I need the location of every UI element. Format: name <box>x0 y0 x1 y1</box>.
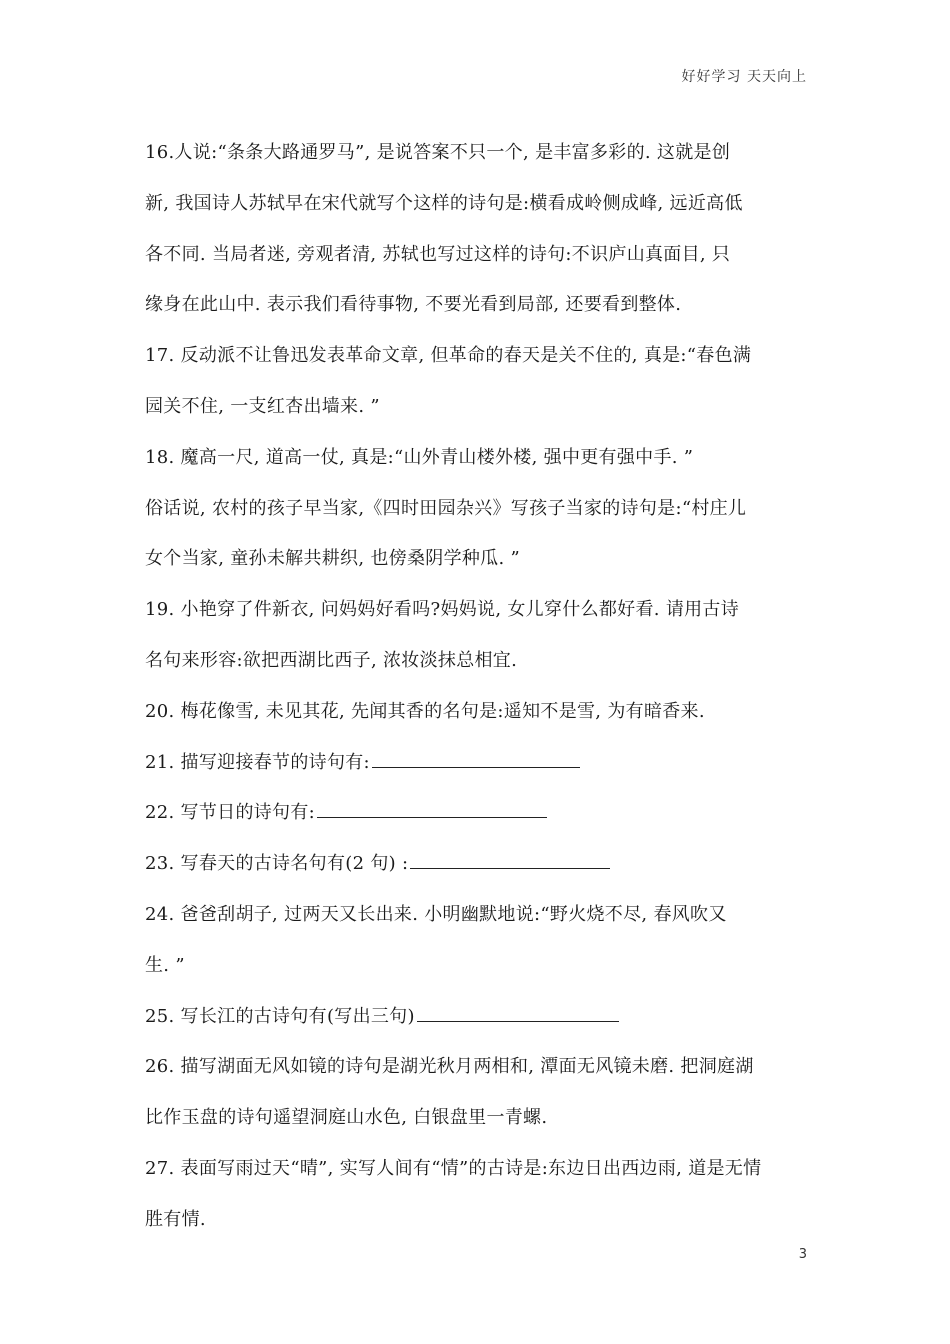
text-line: 缘身在此山中. 表示我们看待事物, 不要光看到局部, 还要看到整体. <box>145 294 682 316</box>
answer-blank[interactable] <box>372 749 580 768</box>
text-line: 新, 我国诗人苏轼早在宋代就写个这样的诗句是:横看成岭侧成峰, 远近高低 <box>145 192 743 214</box>
answer-blank[interactable] <box>417 1003 619 1022</box>
text-line: 名句来形容:欲把西湖比西子, 浓妆淡抹总相宜. <box>145 649 518 671</box>
text-line: 17. 反动派不让鲁迅发表革命文章, 但革命的春天是关不住的, 真是:“春色满 <box>145 345 752 367</box>
page-header: 好好学习 天天向上 <box>681 69 807 85</box>
text-line: 27. 表面写雨过天“晴”, 实写人间有“情”的古诗是:东边日出西边雨, 道是无情 <box>145 1157 762 1179</box>
text-line: 24. 爸爸刮胡子, 过两天又长出来. 小明幽默地说:“野火烧不尽, 春风吹又 <box>145 903 727 925</box>
question-22-prompt: 22. 写节日的诗句有: <box>145 802 316 824</box>
page-number: 3 <box>798 1247 807 1262</box>
question-25-line <box>145 992 805 1043</box>
question-21-line <box>145 738 805 789</box>
question-25-prompt: 25. 写长江的古诗句有(写出三句) <box>145 1005 415 1027</box>
question-23-prompt: 23. 写春天的古诗名句有(2 句) : <box>145 853 409 875</box>
text-line: 比作玉盘的诗句遥望洞庭山水色, 白银盘里一青螺. <box>145 1107 548 1129</box>
text-line: 19. 小艳穿了件新衣, 问妈妈好看吗?妈妈说, 女儿穿什么都好看. 请用古诗 <box>145 599 740 621</box>
text-line: 生. ” <box>145 954 185 976</box>
answer-blank[interactable] <box>410 850 610 869</box>
text-line: 各不同. 当局者迷, 旁观者清, 苏轼也写过这样的诗句:不识庐山真面目, 只 <box>145 243 731 265</box>
question-23-line <box>145 839 805 890</box>
text-line: 16.人说:“条条大路通罗马”, 是说答案不只一个, 是丰富多彩的. 这就是创 <box>145 142 731 163</box>
text-line: 20. 梅花像雪, 未见其花, 先闻其香的名句是:遥知不是雪, 为有暗香来. <box>145 700 705 722</box>
text-line: 26. 描写湖面无风如镜的诗句是湖光秋月两相和, 潭面无风镜未磨. 把洞庭湖 <box>145 1056 754 1078</box>
question-21-prompt: 21. 描写迎接春节的诗句有: <box>145 751 370 773</box>
text-line: 园关不住, 一支红杏出墙来. ” <box>145 395 380 417</box>
text-line: 18. 魔高一尺, 道高一仗, 真是:“山外青山楼外楼, 强中更有强中手. ” <box>145 446 694 468</box>
question-22-line <box>145 788 805 839</box>
answer-blank[interactable] <box>317 799 547 818</box>
text-line: 俗话说, 农村的孩子早当家,《四时田园杂兴》写孩子当家的诗句是:“村庄儿 <box>145 497 747 519</box>
text-line: 胜有情. <box>145 1208 206 1230</box>
text-line: 女个当家, 童孙未解共耕织, 也傍桑阴学种瓜. ” <box>145 548 521 570</box>
document-body <box>145 128 805 1246</box>
